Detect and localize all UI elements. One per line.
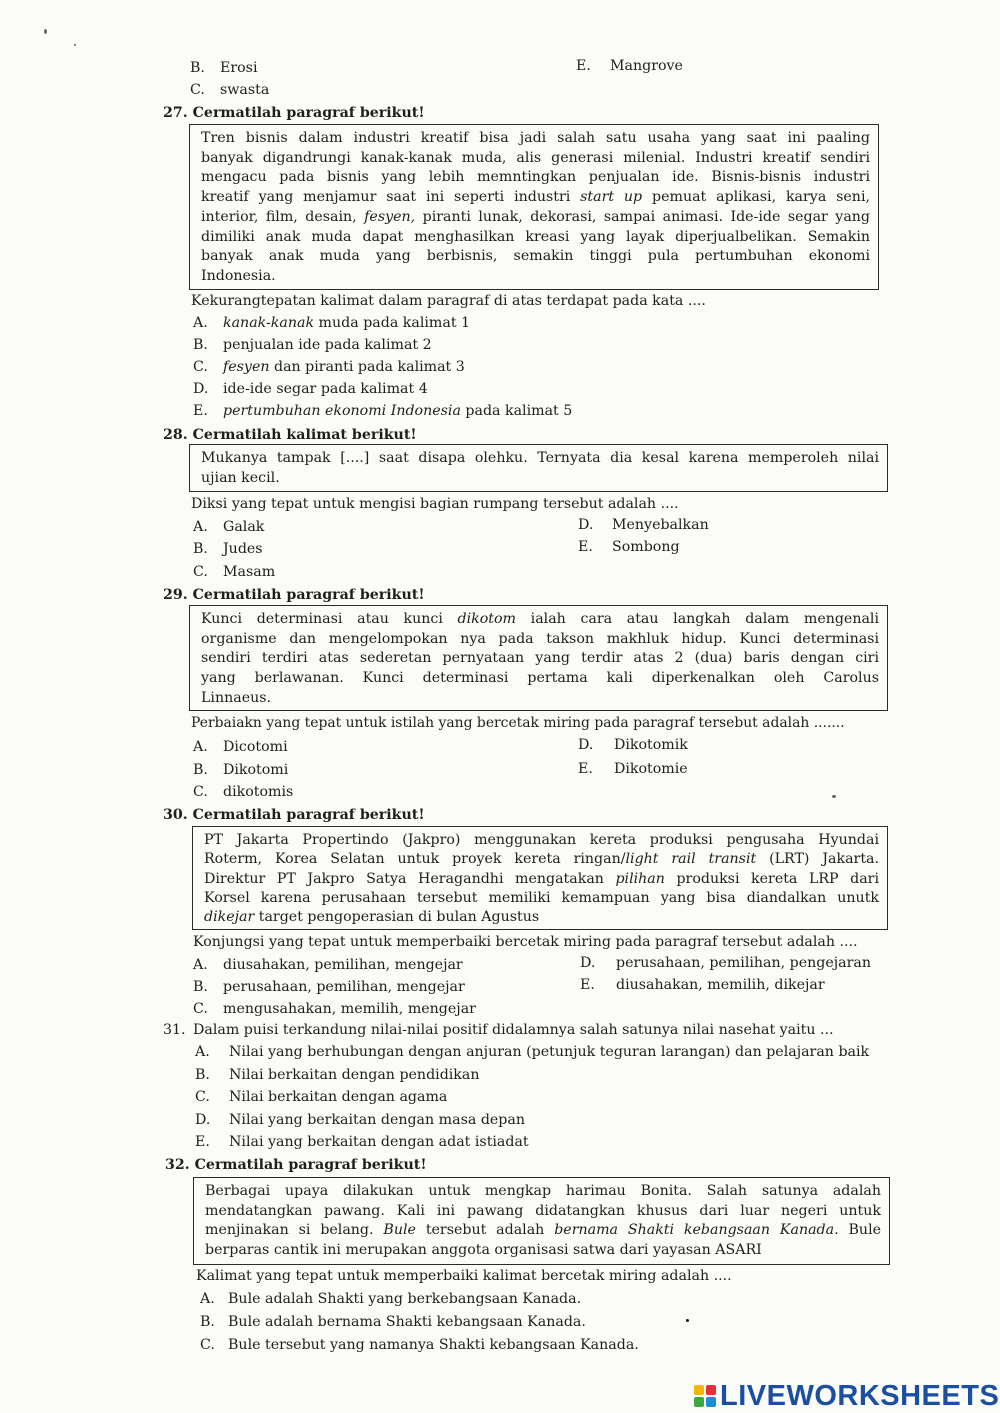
q29-passage-box <box>189 605 888 711</box>
q27-option-c[interactable]: C. fesyen dan piranti pada kalimat 3 <box>193 359 465 375</box>
q30-heading: 30. Cermatilah paragraf berikut! <box>163 807 425 823</box>
scan-speck <box>74 44 76 46</box>
scan-speck <box>44 29 47 34</box>
q27-option-b[interactable]: B. penjualan ide pada kalimat 2 <box>193 337 432 353</box>
q27-option-d[interactable]: D. ide-ide segar pada kalimat 4 <box>193 381 428 397</box>
passage-line: banyak digandrungi kanak-kanak muda, alis generasi milenial. Industri kreatif sendiri <box>201 149 870 166</box>
passage-line: sendiri terdiri atas sederetan pernyataan yang terdir atas 2 (dua) baris dengan ciri <box>201 650 879 667</box>
passage-line: Korsel karena perusahaan tersebut memiliki kemampuan yang bisa diandalkan unutk <box>204 889 879 906</box>
q28-option-c[interactable]: C. Masam <box>193 564 276 580</box>
q27-option-a[interactable]: A. kanak-kanak muda pada kalimat 1 <box>193 315 471 331</box>
q30-question: Konjungsi yang tepat untuk memperbaiki bercetak miring pada paragraf tersebut adalah .... <box>193 934 858 950</box>
passage-line: menjinakan si belang. Bule tersebut adalah bernama Shakti kebangsaan Kanada. Bule <box>205 1222 881 1238</box>
q26-option-c[interactable]: C. swasta <box>190 82 270 98</box>
q28-heading: 28. Cermatilah kalimat berikut! <box>163 427 417 443</box>
q32-option-a[interactable]: A. Bule adalah Shakti yang berkebangsaan Kanada. <box>200 1291 582 1307</box>
scan-speck <box>686 1319 689 1322</box>
q27-question: Kekurangtepatan kalimat dalam paragraf di atas terdapat pada kata .... <box>191 293 706 309</box>
passage-line: dimiliki anak muda dapat menghasilkan kreasi yang layak diperjualbelikan. Semakin <box>201 228 870 245</box>
liveworksheets-logo-icon <box>694 1385 716 1407</box>
passage-line: Kunci determinasi atau kunci dikotom ialah cara atau langkah dalam mengenali <box>201 611 879 627</box>
passage-line: kreatif yang menjamur saat ini seperti industri start up pemuat aplikasi, karya seni, <box>201 189 870 206</box>
q30-option-a[interactable]: A. diusahakan, pemilihan, mengejar <box>193 957 463 973</box>
q29-heading: 29. Cermatilah paragraf berikut! <box>163 587 425 603</box>
passage-line: PT Jakarta Propertindo (Jakpro) menggunakan kereta produksi pengusaha Hyundai <box>204 832 879 848</box>
q30-passage-box <box>192 826 888 930</box>
q29-option-b[interactable]: B. Dikotomi <box>193 762 289 778</box>
passage-line: berparas cantik ini merupakan anggota organisasi satwa dari yayasan ASARI <box>205 1241 762 1258</box>
q29-option-d[interactable]: D. Dikotomik <box>578 737 688 753</box>
q28-question: Diksi yang tepat untuk mengisi bagian rumpang tersebut adalah .... <box>191 496 679 512</box>
q27-passage-box <box>189 124 879 290</box>
passage-line: Indonesia. <box>201 267 276 284</box>
passage-line: ujian kecil. <box>201 469 280 486</box>
q31-option-d[interactable]: D. Nilai yang berkaitan dengan masa depan <box>195 1112 525 1128</box>
q31-option-a[interactable]: A. Nilai yang berhubungan dengan anjuran (petunjuk teguran larangan) dan pelajaran baik <box>195 1044 870 1060</box>
passage-line: banyak anak muda yang berbisnis, semakin tinggi pula pertumbuhan ekonomi <box>201 248 870 265</box>
passage-line: Berbagai upaya dilakukan untuk mengkap harimau Bonita. Salah satunya adalah <box>205 1183 881 1199</box>
q29-option-a[interactable]: A. Dicotomi <box>193 739 288 755</box>
q27-heading: 27. Cermatilah paragraf berikut! <box>163 105 425 121</box>
q29-option-c[interactable]: C. dikotomis <box>193 784 294 800</box>
q29-option-e[interactable]: E. Dikotomie <box>578 761 688 777</box>
q30-option-e[interactable]: E. diusahakan, memilih, dikejar <box>580 977 825 993</box>
q32-heading: 32. Cermatilah paragraf berikut! <box>165 1157 427 1173</box>
q31-option-b[interactable]: B. Nilai berkaitan dengan pendidikan <box>195 1067 480 1083</box>
passage-line: Direktur PT Jakpro Satya Heragandhi mengatakan pilihan produksi kereta LRP dari <box>204 870 880 887</box>
q30-option-d[interactable]: D. perusahaan, pemilihan, pengejaran <box>580 955 871 971</box>
q31-option-e[interactable]: E. Nilai yang berkaitan dengan adat istiadat <box>195 1134 529 1150</box>
passage-line: mengacu pada bisnis yang lebih memntingkan penjualan ide. Bisnis-bisnis industri <box>201 169 870 186</box>
q28-option-b[interactable]: B. Judes <box>193 541 263 557</box>
q29-question: Perbaiakn yang tepat untuk istilah yang bercetak miring pada paragraf tersebut adalah ....... <box>191 715 845 731</box>
passage-line: organisme dan mengelompokan nya pada takson makhluk hidup. Kunci determinasi <box>201 630 879 647</box>
q31-option-c[interactable]: C. Nilai berkaitan dengan agama <box>195 1089 448 1105</box>
liveworksheets-wordmark: LIVEWORKSHEETS <box>720 1379 1000 1412</box>
q32-question: Kalimat yang tepat untuk memperbaiki kalimat bercetak miring adalah .... <box>196 1268 732 1284</box>
passage-line: yang berlawanan. Kunci determinasi pertama kali diperkenalkan oleh Carolus <box>201 670 879 687</box>
q26-option-e[interactable]: E. Mangrove <box>576 58 683 74</box>
passage-line: Linnaeus. <box>201 689 272 706</box>
q28-option-d[interactable]: D. Menyebalkan <box>578 517 709 533</box>
q30-option-c[interactable]: C. mengusahakan, memilih, mengejar <box>193 1001 476 1017</box>
q32-passage-box <box>193 1177 890 1265</box>
q32-option-c[interactable]: C. Bule tersebut yang namanya Shakti kebangsaan Kanada. <box>200 1337 639 1353</box>
passage-line: mendatangkan pawang. Kali ini pawang didatangkan khusus dari luar negeri untuk <box>205 1202 881 1219</box>
passage-line: Tren bisnis dalam industri kreatif bisa jadi salah satu usaha yang saat ini paaling <box>201 130 870 146</box>
q26-option-b[interactable]: B. Erosi <box>190 60 258 76</box>
q27-option-e[interactable]: E. pertumbuhan ekonomi Indonesia pada kalimat 5 <box>193 403 573 419</box>
liveworksheets-logo <box>694 1380 999 1412</box>
q32-option-b[interactable]: B. Bule adalah bernama Shakti kebangsaan Kanada. <box>200 1314 586 1330</box>
q30-option-b[interactable]: B. perusahaan, pemilihan, mengejar <box>193 979 465 995</box>
passage-line: interior, film, desain, fesyen, piranti lunak, dekorasi, sampai animasi. Ide-ide segar yang <box>201 208 871 225</box>
q28-option-a[interactable]: A. Galak <box>193 519 265 535</box>
passage-line: dikejar target pengoperasian di bulan Agustus <box>204 909 540 926</box>
scan-speck <box>832 795 836 798</box>
passage-line: Roterm, Korea Selatan untuk proyek kereta ringan/light rail transit (LRT) Jakarta. <box>204 851 879 868</box>
q31-question: 31. Dalam puisi terkandung nilai-nilai positif didalamnya salah satunya nilai nasehat yaitu ... <box>163 1022 834 1038</box>
q28-option-e[interactable]: E. Sombong <box>578 539 680 555</box>
q28-passage-box <box>189 444 888 492</box>
passage-line: Mukanya tampak [....] saat disapa olehku. Ternyata dia kesal karena memperoleh nilai <box>201 450 879 466</box>
